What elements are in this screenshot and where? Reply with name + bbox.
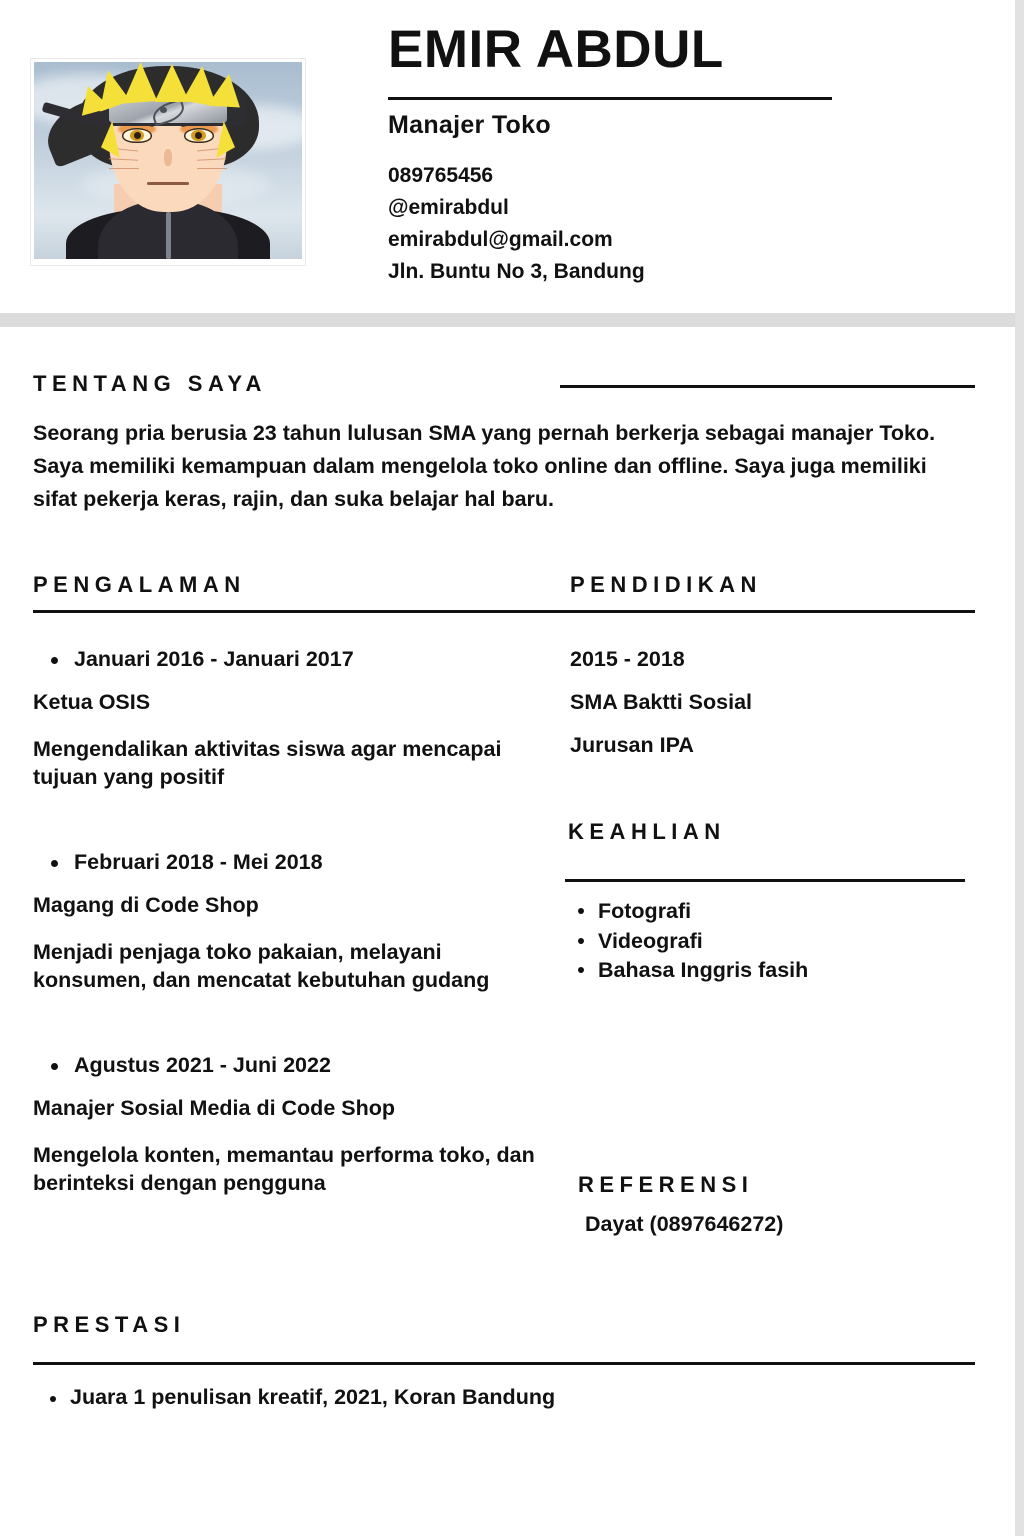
achievement-label: Juara 1 penulisan kreatif, 2021, Koran Bandung (70, 1385, 556, 1409)
bullet-icon (51, 860, 58, 867)
profile-photo-image (34, 62, 302, 259)
education-major: Jurusan IPA (570, 733, 694, 757)
skill-label: Bahasa Inggris fasih (598, 958, 809, 983)
experience-list (33, 647, 543, 1197)
bullet-icon (51, 1063, 58, 1070)
about-text: Seorang pria berusia 23 tahun lulusan SMA yang pernah berkerja sebagai manajer Toko. Saya memiliki kemampuan dalam mengelola toko online dan offline. Saya juga memiliki sifat pekerja keras, rajin, dan suka belajar hal baru. (33, 421, 936, 511)
bullet-icon (578, 938, 584, 944)
contact-email: emirabdul@gmail.com (388, 227, 613, 251)
bullet-icon (51, 657, 58, 664)
candidate-name: EMIR ABDUL (388, 20, 724, 79)
skill-label: Videografi (598, 928, 703, 953)
header-separator-band (0, 313, 1015, 327)
experience-date-row (51, 647, 543, 672)
achievements-heading: PRESTASI (33, 1312, 186, 1337)
experience-description: Mengendalikan aktivitas siswa agar mencapai tujuan yang positif (33, 737, 502, 790)
skill-label: Fotografi (598, 899, 692, 923)
experience-date: Januari 2016 - Januari 2017 (74, 647, 354, 671)
achievements-divider (33, 1362, 975, 1365)
experience-title: Magang di Code Shop (33, 892, 259, 917)
resume-header (0, 0, 1015, 313)
list-item (578, 927, 978, 957)
columns-divider (33, 610, 975, 613)
experience-date-row (51, 1053, 543, 1078)
profile-photo (30, 58, 306, 266)
achievements-list (50, 1385, 950, 1410)
contact-block (388, 160, 645, 288)
experience-description: Mengelola konten, memantau performa toko, dan berinteksi dengan pengguna (33, 1142, 535, 1195)
references-heading: REFERENSI (578, 1172, 754, 1197)
candidate-role: Manajer Toko (388, 111, 551, 139)
education-years: 2015 - 2018 (570, 647, 685, 671)
about-heading: TENTANG SAYA (33, 371, 267, 396)
experience-title: Ketua OSIS (33, 690, 151, 714)
about-divider (560, 385, 975, 388)
skills-heading: KEAHLIAN (568, 819, 726, 844)
list-item (578, 956, 978, 986)
experience-item (33, 647, 543, 792)
bullet-icon (578, 908, 584, 914)
bullet-icon (50, 1396, 56, 1402)
education-school: SMA Baktti Sosial (570, 690, 752, 714)
contact-address: Jln. Buntu No 3, Bandung (388, 259, 645, 283)
skills-list (578, 897, 978, 986)
contact-phone: 089765456 (388, 164, 494, 187)
education-heading: PENDIDIKAN (570, 572, 762, 597)
bullet-icon (578, 967, 584, 973)
contact-social: @emirabdul (388, 195, 509, 219)
experience-item (33, 850, 543, 995)
experience-title: Manajer Sosial Media di Code Shop (33, 1095, 395, 1120)
list-item (50, 1385, 950, 1410)
experience-date-row (51, 850, 543, 875)
name-divider (388, 97, 832, 100)
list-item (578, 897, 978, 927)
skills-divider (565, 879, 965, 882)
experience-description: Menjadi penjaga toko pakaian, melayani konsumen, dan mencatat kebutuhan gudang (33, 939, 490, 993)
experience-item (33, 1053, 543, 1198)
experience-date: Februari 2018 - Mei 2018 (74, 849, 323, 874)
experience-date: Agustus 2021 - Juni 2022 (74, 1052, 331, 1077)
reference-contact: Dayat (0897646272) (585, 1212, 784, 1236)
experience-heading: PENGALAMAN (33, 572, 246, 597)
education-block (570, 647, 980, 758)
